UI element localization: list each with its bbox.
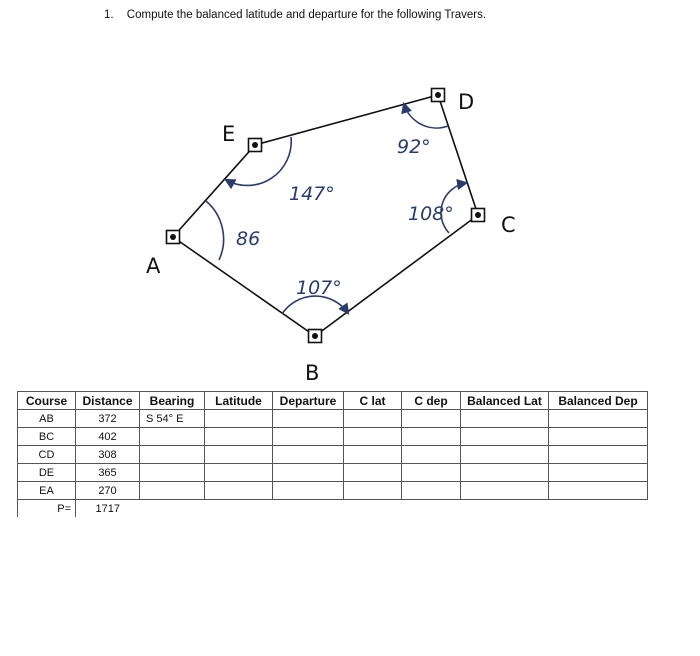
cell-balanced-dep <box>549 464 648 482</box>
station-marker-b <box>309 330 322 343</box>
cell-latitude <box>205 410 273 428</box>
col-header-latitude: Latitude <box>205 392 273 410</box>
angle-label-a: 86 <box>236 228 261 250</box>
col-header-c-lat: C lat <box>344 392 402 410</box>
angle-arc-a <box>206 201 224 260</box>
traverse-table-wrapper <box>17 391 648 517</box>
angle-label-d: 92° <box>397 136 431 158</box>
cell-departure <box>273 428 344 446</box>
cell-balanced-lat <box>461 410 549 428</box>
cell-c-dep <box>402 482 461 500</box>
perimeter-value: 1717 <box>95 502 120 515</box>
col-header-departure: Departure <box>273 392 344 410</box>
table-row <box>18 482 648 500</box>
table-header-row <box>18 392 648 410</box>
cell-course: CD <box>18 446 76 464</box>
cell-departure <box>273 410 344 428</box>
cell-course: EA <box>18 482 76 500</box>
cell-bearing <box>140 428 205 446</box>
perimeter-row <box>18 500 648 518</box>
cell-balanced-lat <box>461 464 549 482</box>
traverse-table <box>17 391 648 517</box>
col-header-c-dep: C dep <box>402 392 461 410</box>
cell-balanced-lat <box>461 428 549 446</box>
angle-label-b: 107° <box>296 277 342 299</box>
cell-c-lat <box>344 464 402 482</box>
cell-bearing <box>140 464 205 482</box>
cell-distance: 270 <box>76 482 140 500</box>
station-marker-e <box>249 139 262 152</box>
station-marker-a <box>167 231 180 244</box>
cell-c-dep <box>402 410 461 428</box>
angle-label-c: 108° <box>408 203 454 225</box>
cell-distance: 365 <box>76 464 140 482</box>
table-row <box>18 428 648 446</box>
point-label-d: D <box>458 90 475 114</box>
cell-distance: 402 <box>76 428 140 446</box>
cell-balanced-dep <box>549 428 648 446</box>
cell-balanced-dep <box>549 410 648 428</box>
station-marker-c <box>472 209 485 222</box>
question-number: 1. <box>104 9 114 21</box>
point-label-a: A <box>146 254 161 278</box>
col-header-balanced-lat: Balanced Lat <box>461 392 549 410</box>
cell-balanced-dep <box>549 482 648 500</box>
question-body: Compute the balanced latitude and departure for the following Travers. <box>126 9 487 21</box>
cell-course: BC <box>18 428 76 446</box>
cell-bearing <box>140 446 205 464</box>
cell-balanced-lat <box>461 446 549 464</box>
point-label-e: E <box>222 122 236 146</box>
perimeter-label: P= <box>18 500 76 518</box>
cell-latitude <box>205 464 273 482</box>
cell-c-lat <box>344 482 402 500</box>
cell-departure <box>273 464 344 482</box>
cell-c-lat <box>344 428 402 446</box>
cell-bearing <box>140 482 205 500</box>
col-header-course: Course <box>18 392 76 410</box>
table-row <box>18 410 648 428</box>
cell-c-lat <box>344 410 402 428</box>
cell-c-lat <box>344 446 402 464</box>
cell-c-dep <box>402 428 461 446</box>
col-header-distance: Distance <box>76 392 140 410</box>
point-label-c: C <box>501 213 516 237</box>
cell-departure <box>273 446 344 464</box>
col-header-bearing: Bearing <box>140 392 205 410</box>
cell-bearing: S 54° E <box>140 410 205 428</box>
station-marker-d <box>432 89 445 102</box>
cell-distance: 308 <box>76 446 140 464</box>
cell-latitude <box>205 446 273 464</box>
cell-course: AB <box>18 410 76 428</box>
table-row <box>18 446 648 464</box>
cell-c-dep <box>402 464 461 482</box>
point-label-b: B <box>305 361 320 385</box>
cell-course: DE <box>18 464 76 482</box>
cell-latitude <box>205 428 273 446</box>
cell-c-dep <box>402 446 461 464</box>
cell-balanced-dep <box>549 446 648 464</box>
cell-balanced-lat <box>461 482 549 500</box>
table-row <box>18 464 648 482</box>
angle-label-e: 147° <box>289 183 335 205</box>
cell-departure <box>273 482 344 500</box>
col-header-balanced-dep: Balanced Dep <box>549 392 648 410</box>
cell-distance: 372 <box>76 410 140 428</box>
cell-latitude <box>205 482 273 500</box>
